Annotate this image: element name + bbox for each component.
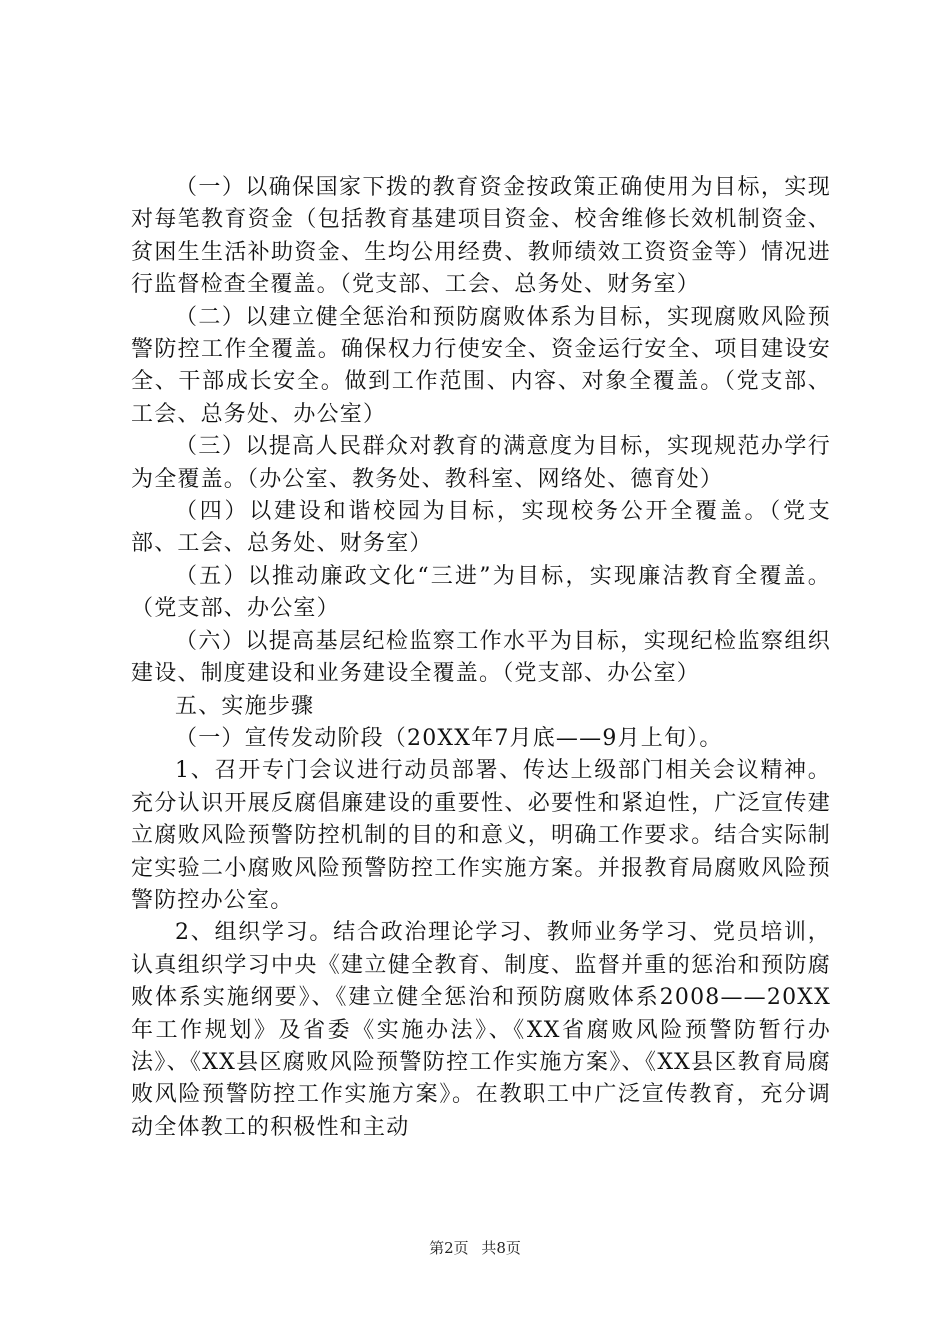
- paragraph-goal-2: （二）以建立健全惩治和预防腐败体系为目标，实现腐败风险预警防控工作全覆盖。确保权力行使安全、资金运行安全、项目建设安全、干部成长安全。做到工作范围、内容、对象全覆盖。（党支部、工会、总务处、办公室）: [131, 304, 831, 427]
- paragraph-goal-3: （三）以提高人民群众对教育的满意度为目标，实现规范办学行为全覆盖。（办公室、教务处、教科室、网络处、德育处）: [131, 434, 831, 492]
- paragraph-step-2: 2、组织学习。结合政治理论学习、教师业务学习、党员培训，认真组织学习中央《建立健全教育、制度、监督并重的惩治和预防腐败体系实施纲要》、《建立健全惩治和预防腐败体系2008——20XX年工作规划》及省委《实施办法》、《XX省腐败风险预警防暂行办法》、《XX县区腐败风险预警防控工作实施方案》、《XX县区教育局腐败风险预警防控工作实施方案》。在教职工中广泛宣传教育，充分调动全体教工的积极性和主动: [131, 920, 831, 1140]
- document-body: [131, 172, 831, 1144]
- paragraph-step-1: 1、召开专门会议进行动员部署、传达上级部门相关会议精神。充分认识开展反腐倡廉建设的重要性、必要性和紧迫性，广泛宣传建立腐败风险预警防控机制的目的和意义，明确工作要求。结合实际制定实验二小腐败风险预警防控工作实施方案。并报教育局腐败风险预警防控办公室。: [131, 758, 831, 913]
- paragraph-goal-4: （四）以建设和谐校园为目标，实现校务公开全覆盖。（党支部、工会、总务处、财务室）: [131, 499, 831, 557]
- paragraph-goal-5: （五）以推动廉政文化“三进”为目标，实现廉洁教育全覆盖。（党支部、办公室）: [131, 563, 831, 622]
- page-total: 共8页: [481, 1239, 521, 1257]
- page-number: 第2页: [429, 1239, 469, 1257]
- paragraph-goal-1: （一）以确保国家下拨的教育资金按政策正确使用为目标，实现对每笔教育资金（包括教育基建项目资金、校舍维修长效机制资金、贫困生生活补助资金、生均公用经费、教师绩效工资资金等）情况进行监督检查全覆盖。（党支部、工会、总务处、财务室）: [131, 175, 831, 298]
- subheading-phase-1: （一）宣传发动阶段（20XX年7月底——9月上旬）。: [175, 725, 723, 751]
- section-heading-steps: 五、实施步骤: [175, 693, 315, 719]
- page-footer: [0, 1238, 950, 1258]
- paragraph-goal-6: （六）以提高基层纪检监察工作水平为目标，实现纪检监察组织建设、制度建设和业务建设全覆盖。（党支部、办公室）: [131, 628, 831, 687]
